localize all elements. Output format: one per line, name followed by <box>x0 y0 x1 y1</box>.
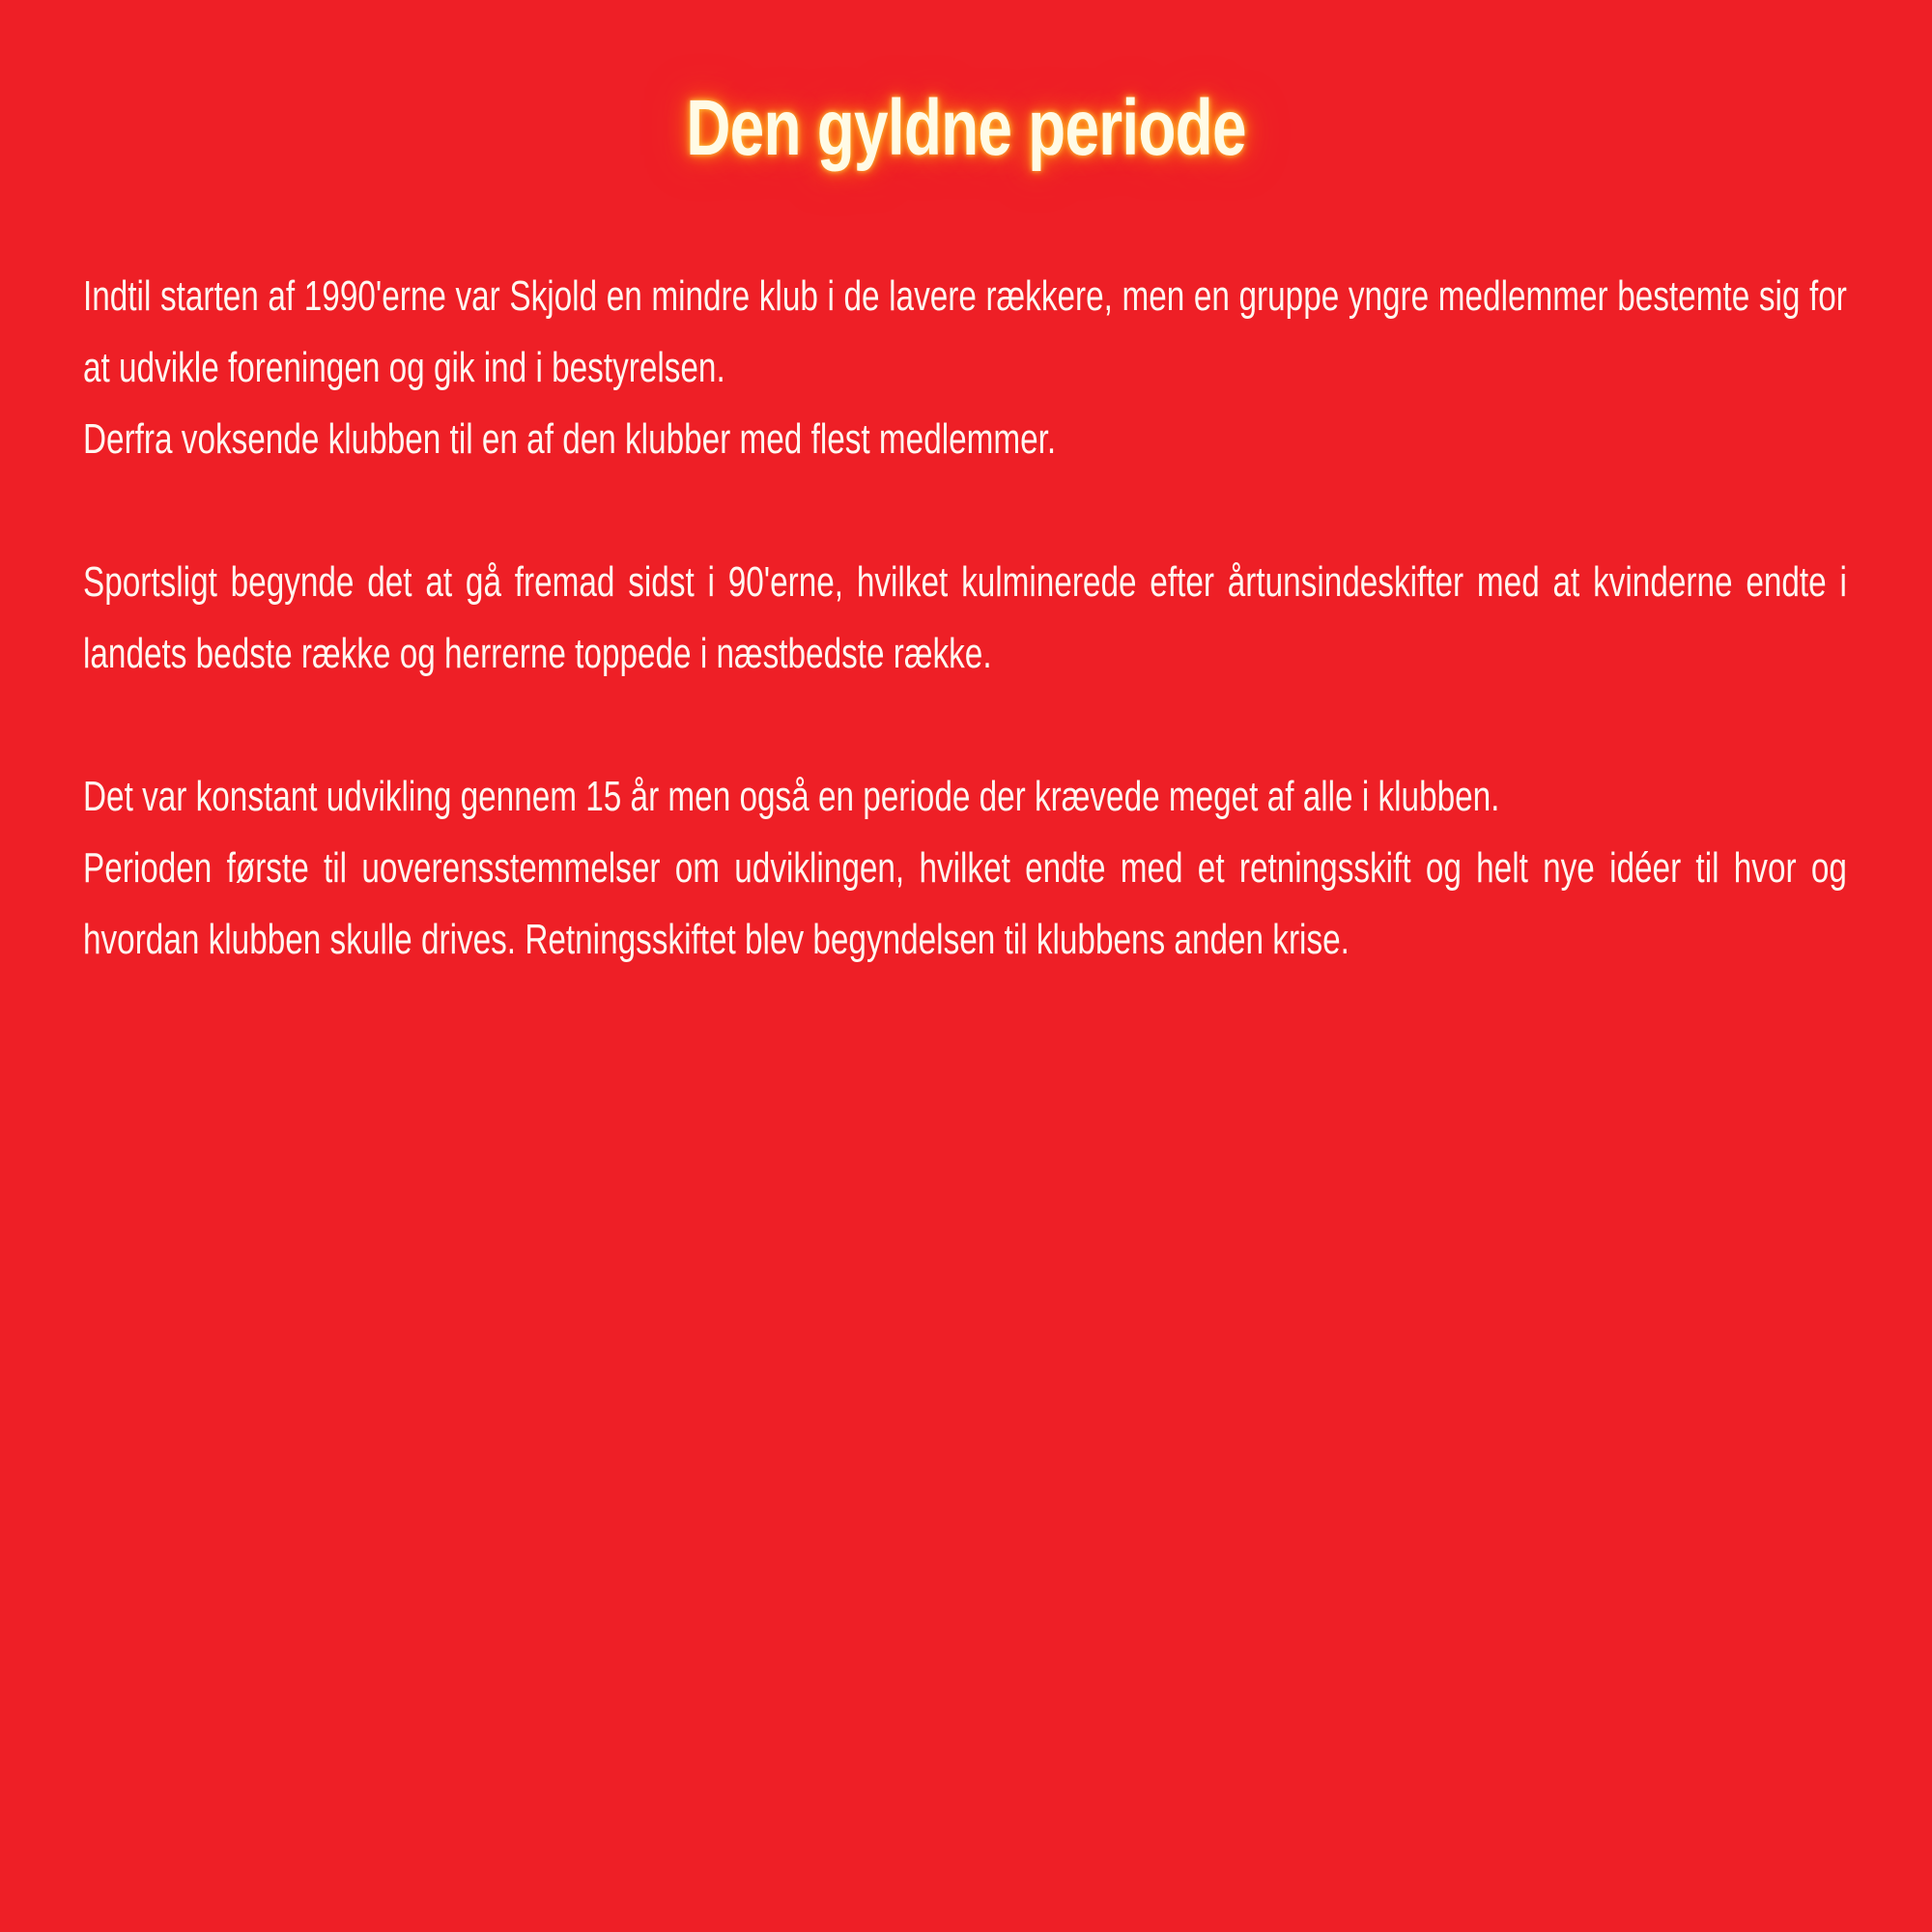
article-body <box>83 261 1847 976</box>
paragraph-2 <box>83 547 1847 690</box>
paragraph-2-line-1: Sportsligt begynde det at gå fremad sidst i 90'erne, hvilket kulminerede efter årtunsindeskifter med at kvinderne endte i landets bedste række og herrerne toppede i næstbedste række. <box>83 558 1847 677</box>
page-title: Den gyldne periode <box>686 84 1246 172</box>
paragraph-1-line-1: Indtil starten af 1990'erne var Skjold en mindre klub i de lavere rækkere, men en gruppe yngre medlemmer bestemte sig for at udvikle foreningen og gik ind i bestyrelsen. <box>83 272 1847 391</box>
paragraph-3-line-1: Det var konstant udvikling gennem 15 år men også en periode der krævede meget af alle i klubben. <box>83 773 1500 820</box>
paragraph-3-line-2: Perioden første til uoverensstemmelser om udviklingen, hvilket endte med et retningsskift og helt nye idéer til hvor og hvordan klubben skulle drives. Retningsskiftet blev begyndelsen til klubbens anden krise. <box>83 844 1847 963</box>
paragraph-1-line-2: Derfra voksende klubben til en af den klubber med flest medlemmer. <box>83 415 1057 463</box>
paragraph-1 <box>83 261 1847 475</box>
paragraph-3 <box>83 761 1847 976</box>
